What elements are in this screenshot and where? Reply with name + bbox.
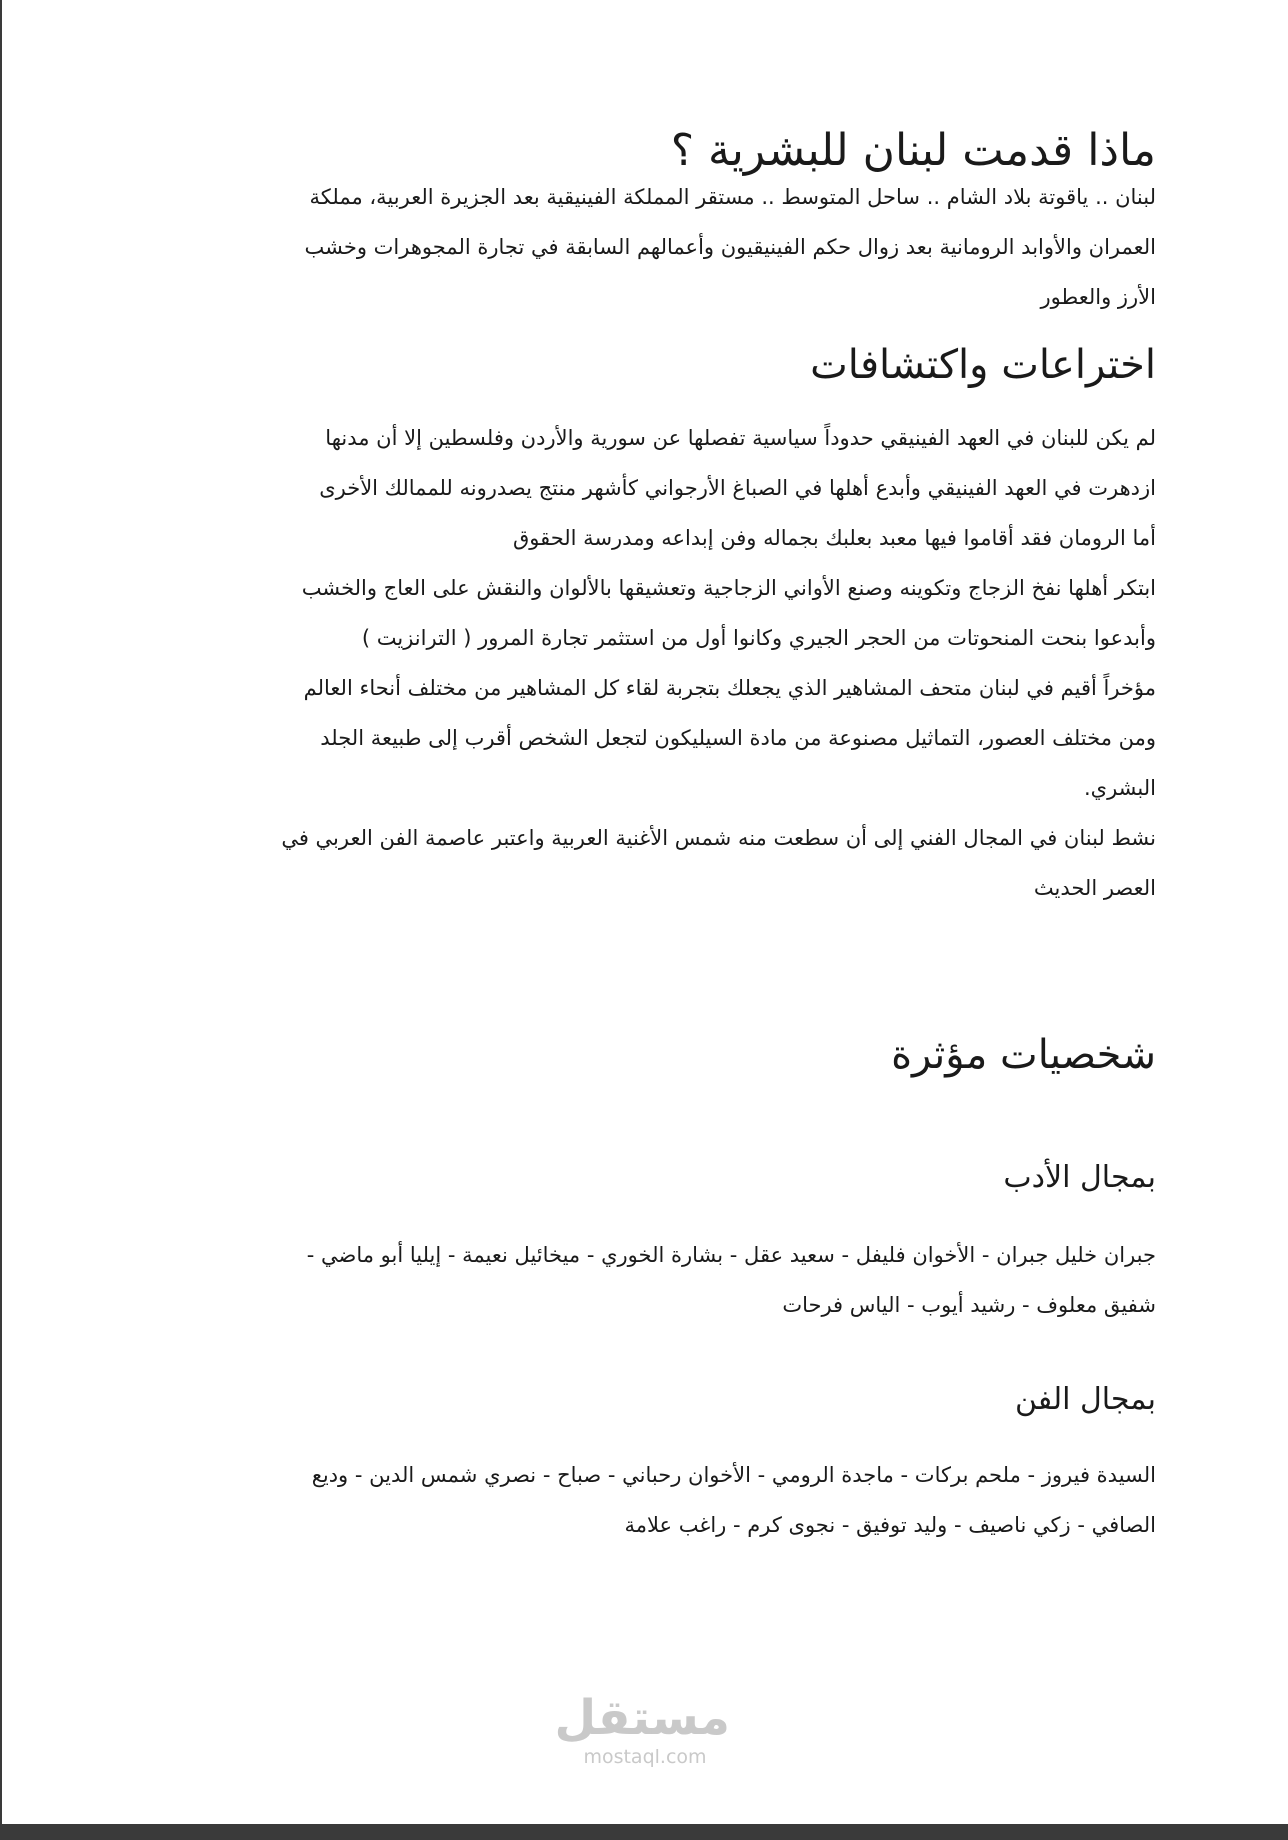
text-line: شفيق معلوف - رشيد أيوب - الياس فرحات (782, 1293, 1156, 1317)
page-bottom-bar (0, 1824, 1288, 1840)
text-line: ومن مختلف العصور، التماثيل مصنوعة من مادة السيليكون لتجعل الشخص أقرب إلى طبيعة الجلد (320, 726, 1156, 750)
text-line: لبنان .. ياقوتة بلاد الشام .. ساحل المتوسط .. مستقر المملكة الفينيقية بعد الجزيرة العربية، مملكة (309, 185, 1156, 209)
intro-paragraph (150, 172, 1156, 322)
mostaql-url: mostaql.com (583, 1746, 707, 1768)
text-line: العمران والأوابد الرومانية بعد زوال حكم الفينيقيون وأعمالهم السابقة في تجارة المجوهرات وخشب (304, 235, 1156, 259)
art-heading: بمجال الفن (1014, 1382, 1156, 1417)
mostaql-logo: مستقل (554, 1690, 730, 1746)
text-line: ابتكر أهلها نفخ الزجاج وتكوينه وصنع الأواني الزجاجية وتعشيقها بالألوان والنقش على العاج والخشب (301, 576, 1156, 600)
page-left-edge (0, 0, 2, 1840)
mostaql-watermark (554, 1690, 730, 1768)
text-line: السيدة فيروز - ملحم بركات - ماجدة الرومي - الأخوان رحباني - صباح - نصري شمس الدين - وديع (311, 1463, 1156, 1487)
inventions-heading: اختراعات واكتشافات (810, 342, 1156, 388)
text-line: الصافي - زكي ناصيف - وليد توفيق - نجوى كرم - راغب علامة (624, 1513, 1156, 1537)
text-line: ازدهرت في العهد الفينيقي وأبدع أهلها في الصباغ الأرجواني كأشهر منتج يصدرونه للممالك الأخرى (319, 476, 1156, 500)
people-heading: شخصيات مؤثرة (891, 1032, 1156, 1078)
text-line: نشط لبنان في المجال الفني إلى أن سطعت منه شمس الأغنية العربية واعتبر عاصمة الفن العربي في (281, 826, 1156, 850)
text-line: مؤخراً أقيم في لبنان متحف المشاهير الذي يجعلك بتجربة لقاء كل المشاهير من مختلف أنحاء العالم (303, 676, 1156, 700)
art-list (150, 1450, 1156, 1550)
text-line: البشري. (1083, 776, 1156, 800)
text-line: لم يكن للبنان في العهد الفينيقي حدوداً سياسية تفصلها عن سورية والأردن وفلسطين إلا أن مدنها (325, 426, 1156, 450)
text-line: أما الرومان فقد أقاموا فيها معبد بعلبك بجماله وفن إبداعه ومدرسة الحقوق (512, 526, 1156, 550)
text-line: العصر الحديث (1033, 876, 1156, 900)
literature-list (150, 1230, 1156, 1330)
page-title: ماذا قدمت لبنان للبشرية ؟ (670, 125, 1156, 176)
inventions-paragraph (150, 413, 1156, 913)
text-line: وأبدعوا بنحت المنحوتات من الحجر الجيري وكانوا أول من استثمر تجارة المرور ( الترانزيت ) (361, 626, 1156, 650)
text-line: الأرز والعطور (1040, 285, 1156, 309)
text-line: جبران خليل جبران - الأخوان فليفل - سعيد عقل - بشارة الخوري - ميخائيل نعيمة - إيليا أبو ماضي - (306, 1243, 1156, 1267)
literature-heading: بمجال الأدب (1003, 1160, 1156, 1195)
